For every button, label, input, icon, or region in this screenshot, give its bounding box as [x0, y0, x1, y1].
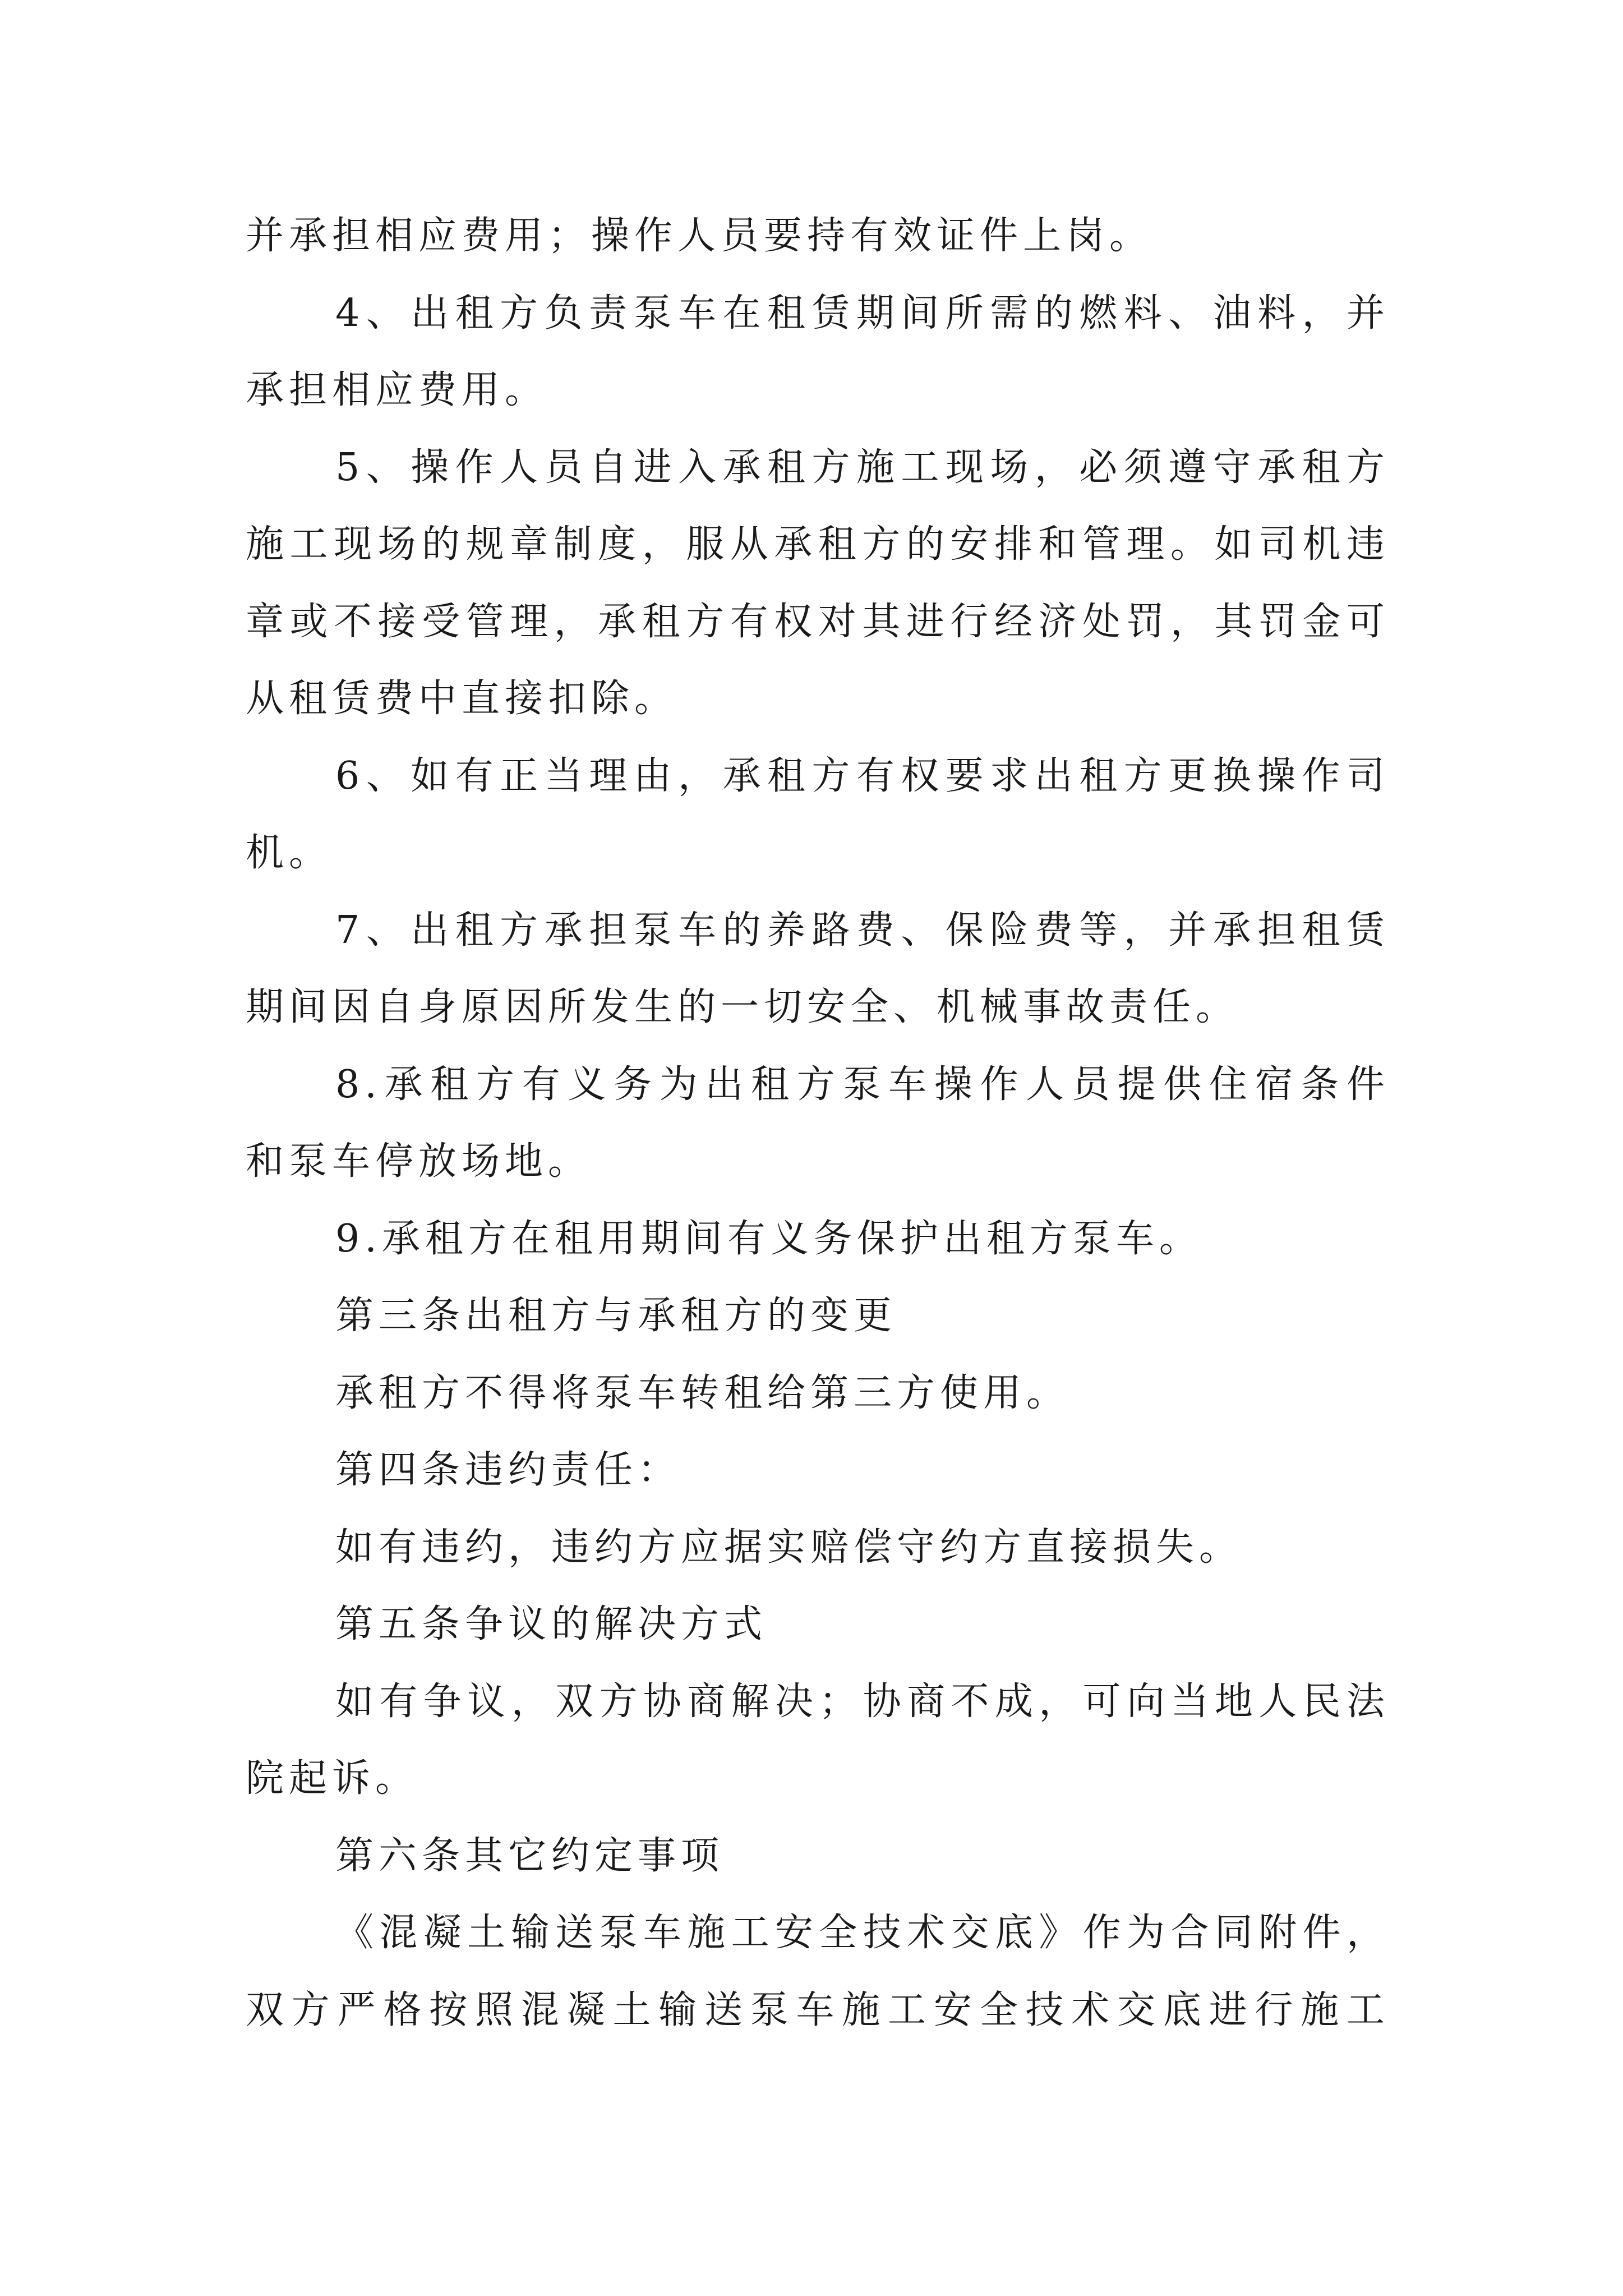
text-line: 6、如有正当理由，承租方有权要求出租方更换操作司: [335, 753, 1390, 798]
text-line: 8.承租方有义务为出租方泵车操作人员提供住宿条件: [335, 1062, 1390, 1107]
text-line: 从租赁费中直接扣除。: [246, 677, 678, 721]
text-line: 第六条其它约定事项: [335, 1833, 725, 1878]
text-line: 机。: [246, 831, 333, 875]
text-line: 承租方不得将泵车转租给第三方使用。: [335, 1370, 1070, 1415]
text-line: 《混凝土输送泵车施工安全技术交底》作为合同附件，: [335, 1911, 1390, 1955]
document-body: [246, 197, 1390, 2049]
text-line: 第四条违约责任：: [335, 1448, 681, 1492]
text-line: 承担相应费用。: [246, 368, 548, 412]
text-line: 院起诉。: [246, 1756, 419, 1801]
text-line: 5、操作人员自进入承租方施工现场，必须遵守承租方: [335, 445, 1390, 490]
text-line: 和泵车停放场地。: [246, 1139, 592, 1184]
text-line: 第三条出租方与承租方的变更: [335, 1294, 897, 1338]
text-line: 如有违约，违约方应据实赔偿守约方直接损失。: [335, 1525, 1243, 1570]
text-line: 章或不接受管理，承租方有权对其进行经济处罚，其罚金可: [246, 599, 1390, 644]
text-line: 双方严格按照混凝土输送泵车施工安全技术交底进行施工: [246, 1987, 1390, 2032]
text-line: 期间因自身原因所发生的一切安全、机械事故责任。: [246, 985, 1239, 1029]
text-line: 7、出租方承担泵车的养路费、保险费等，并承担租赁: [335, 908, 1390, 953]
text-line: 并承担相应费用；操作人员要持有效证件上岗。: [246, 214, 1153, 258]
text-line: 9.承租方在租用期间有义务保护出租方泵车。: [335, 1216, 1202, 1261]
text-line: 如有争议，双方协商解决；协商不成，可向当地人民法: [335, 1679, 1390, 1724]
text-line: 4、出租方负责泵车在租赁期间所需的燃料、油料，并: [335, 291, 1390, 335]
text-line: 第五条争议的解决方式: [335, 1602, 768, 1646]
text-line: 施工现场的规章制度，服从承租方的安排和管理。如司机违: [246, 522, 1390, 567]
